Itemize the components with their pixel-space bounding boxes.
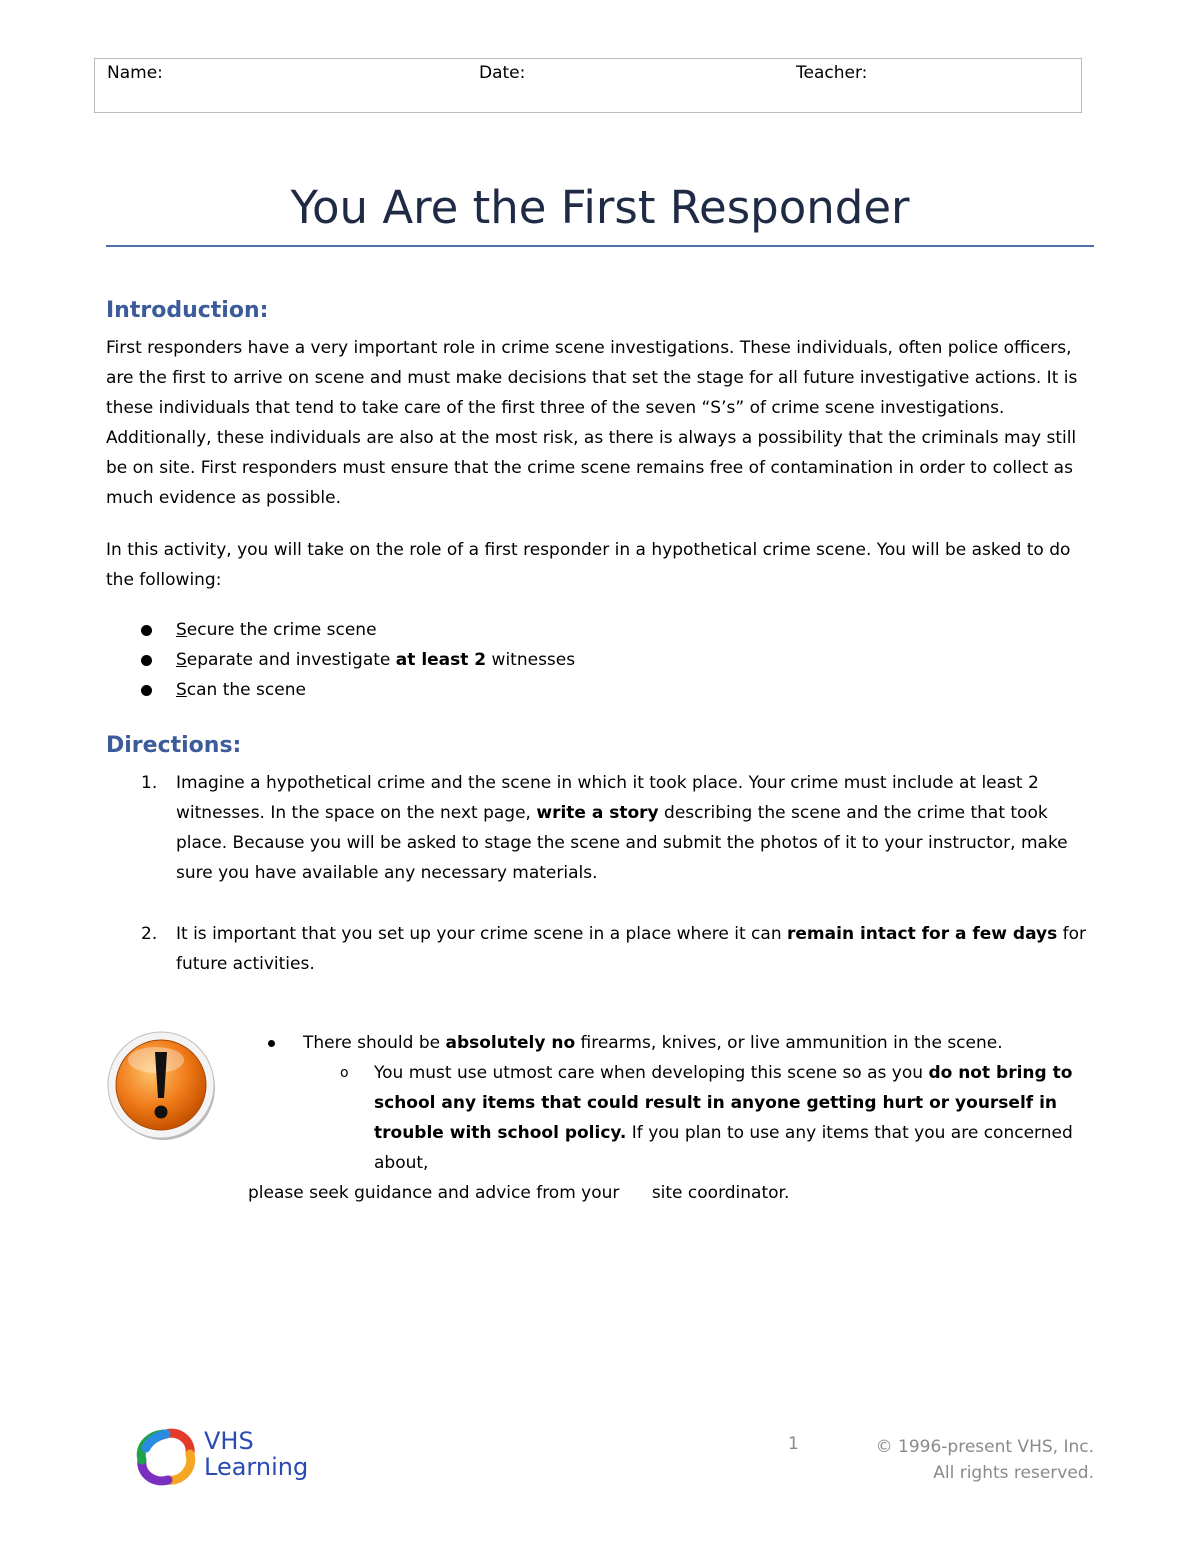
introduction-paragraph-2: In this activity, you will take on the role of a first responder in a hypothetical crime scene. You will be asked to do the following: xyxy=(106,540,1071,590)
directions-heading: Directions: xyxy=(106,733,242,758)
sub-bullet-marker: o xyxy=(340,1065,349,1081)
introduction-heading: Introduction: xyxy=(106,298,269,323)
directions-item-1: 1. Imagine a hypothetical crime and the scene in which it took place. Your crime must include at least 2 witnesses. In the space on the next page, write a story describing the scene and the crime that took place. Because you will be asked to stage the scene and submit the photos of it to your instructor, make sure you have available any necessary materials. xyxy=(106,768,1096,888)
bullet-dot xyxy=(141,625,152,636)
seven-s-list xyxy=(106,615,1006,705)
page-number: 1 xyxy=(788,1434,799,1454)
list-item: Scan the scene xyxy=(106,675,1006,705)
list-item: Separate and investigate at least 2 witnesses xyxy=(106,645,1006,675)
item-number: 1. xyxy=(141,773,158,793)
date-label: Date: xyxy=(479,63,526,83)
item-number: 2. xyxy=(141,924,158,944)
header-info-box xyxy=(94,58,1082,113)
logo-wordmark: VHS Learning xyxy=(204,1427,309,1481)
teacher-label: Teacher: xyxy=(796,63,868,83)
bullet-dot xyxy=(141,655,152,666)
bullet-dot xyxy=(141,685,152,696)
warning-sub-bullet: o You must use utmost care when developing this scene so as you do not bring to school any items that could result in anyone getting hurt or yourself in trouble with school policy. If you plan to use any items that you are concerned about, xyxy=(248,1058,1108,1178)
warning-tail-text: please seek guidance and advice from your site coordinator. xyxy=(248,1183,790,1203)
bullet-dot xyxy=(268,1040,275,1047)
exclamation-warning-icon xyxy=(106,1030,218,1142)
title-divider xyxy=(106,245,1094,247)
name-label: Name: xyxy=(107,63,163,83)
introduction-paragraph-1: First responders have a very important role in crime scene investigations. These individuals, often police officers, are the first to arrive on scene and must make decisions that set the stage for all future investigative actions. It is these individuals that tend to take care of the first three of the seven “S’s” of crime scene investigations. Additionally, these individuals are also at the most risk, as there is always a possibility that the criminals may still be on site. First responders must ensure that the crime scene remains free of contamination in order to collect as much evidence as possible. xyxy=(106,338,1078,508)
vhs-logo-icon xyxy=(136,1428,196,1486)
vhs-learning-logo xyxy=(136,1428,326,1488)
copyright-notice: © 1996-present VHS, Inc. All rights reserved. xyxy=(875,1437,1094,1483)
directions-item-2: 2. It is important that you set up your crime scene in a place where it can remain intact for a few days for future activities. xyxy=(106,919,1096,979)
warning-bullet: There should be absolutely no firearms, knives, or live ammunition in the scene. xyxy=(248,1028,1108,1058)
page-title: You Are the First Responder xyxy=(290,181,910,234)
list-item: Secure the crime scene xyxy=(106,615,1006,645)
warning-notes xyxy=(248,1028,1108,1208)
